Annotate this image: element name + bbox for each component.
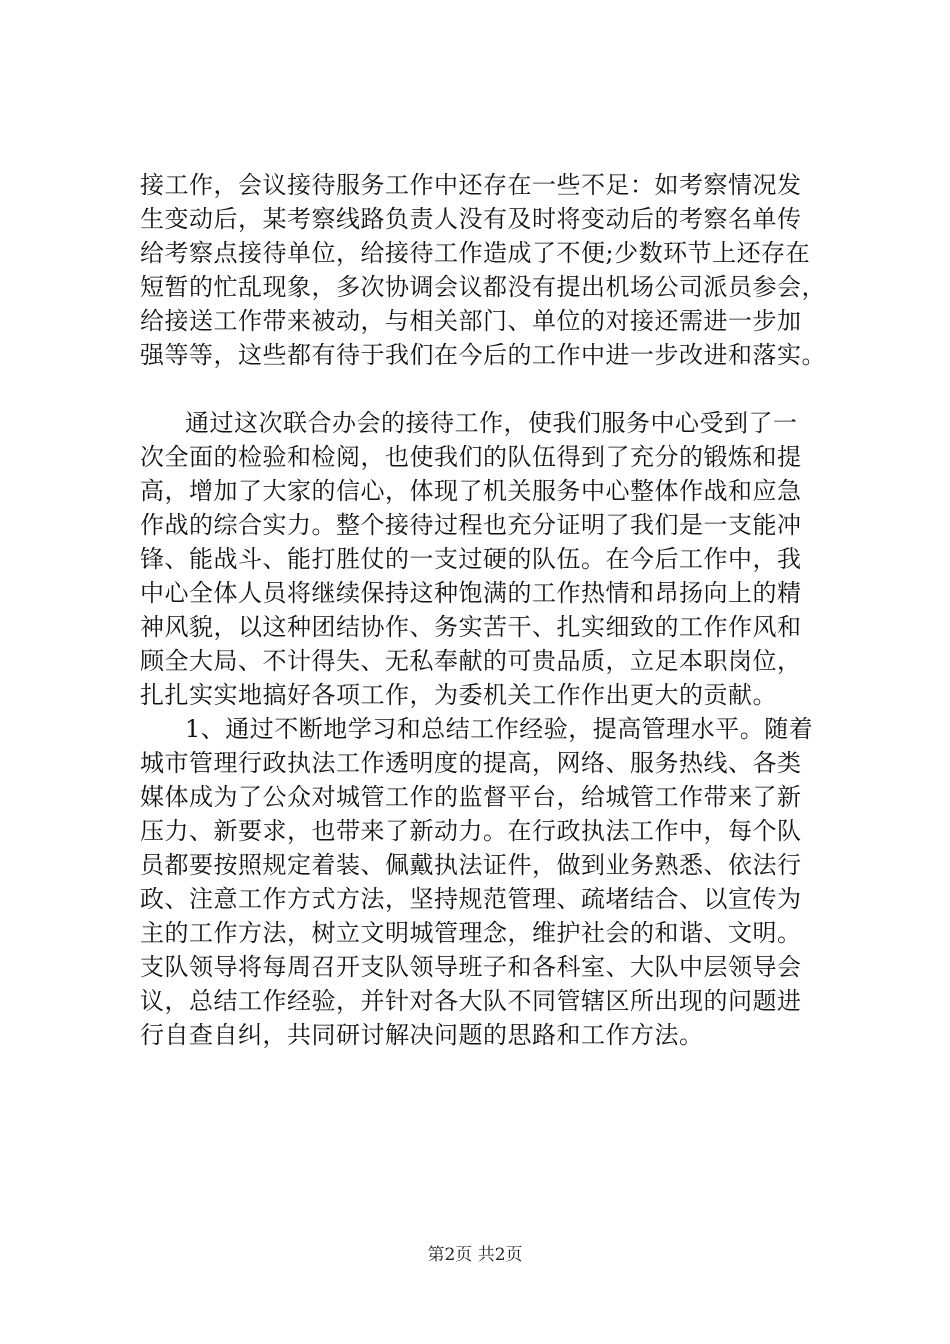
text-line: 支队领导将每周召开支队领导班子和各科室、大队中层领导会 (140, 953, 802, 981)
text-line: 给考察点接待单位，给接待工作造成了不便;少数环节上还存在 (140, 239, 811, 267)
text-line: 顾全大局、不计得失、无私奉献的可贵品质，立足本职岗位， (140, 647, 802, 675)
document-body (140, 168, 860, 1052)
text-line: 员都要按照规定着装、佩戴执法证件，做到业务熟悉、依法行 (140, 851, 802, 879)
text-line: 扎扎实实地搞好各项工作，为委机关工作作出更大的贡献。 (140, 681, 777, 709)
text-line: 议，总结工作经验，并针对各大队不同管辖区所出现的问题进 (140, 987, 802, 1015)
text-line: 次全面的检验和检阅，也使我们的队伍得到了充分的锻炼和提 (140, 443, 802, 471)
paragraph-3 (140, 712, 860, 1052)
text-line: 城市管理行政执法工作透明度的提高，网络、服务热线、各类 (140, 749, 802, 777)
text-line: 1、通过不断地学习和总结工作经验，提高管理水平。随着 (185, 715, 814, 743)
text-line: 生变动后，某考察线路负责人没有及时将变动后的考察名单传 (140, 205, 802, 233)
text-line: 强等等，这些都有待于我们在今后的工作中进一步改进和落实。 (140, 341, 826, 369)
text-line: 作战的综合实力。整个接待过程也充分证明了我们是一支能冲 (140, 511, 802, 539)
text-line: 中心全体人员将继续保持这种饱满的工作热情和昂扬向上的精 (140, 579, 802, 607)
page-footer: 第2页 共2页 (427, 1245, 523, 1265)
text-line: 通过这次联合办会的接待工作，使我们服务中心受到了一 (185, 409, 798, 437)
text-line: 高，增加了大家的信心，体现了机关服务中心整体作战和应急 (140, 477, 802, 505)
text-line: 锋、能战斗、能打胜仗的一支过硬的队伍。在今后工作中，我 (140, 545, 802, 573)
text-line: 媒体成为了公众对城管工作的监督平台，给城管工作带来了新 (140, 783, 802, 811)
text-line: 压力、新要求，也带来了新动力。在行政执法工作中，每个队 (140, 817, 802, 845)
paragraph-1 (140, 168, 860, 372)
text-line: 短暂的忙乱现象，多次协调会议都没有提出机场公司派员参会， (140, 273, 826, 301)
text-line: 政、注意工作方式方法，坚持规范管理、疏堵结合、以宣传为 (140, 885, 802, 913)
paragraph-2 (140, 406, 860, 712)
text-line: 神风貌，以这种团结协作、务实苦干、扎实细致的工作作风和 (140, 613, 802, 641)
text-line: 接工作，会议接待服务工作中还存在一些不足：如考察情况发 (140, 171, 802, 199)
text-line: 给接送工作带来被动，与相关部门、单位的对接还需进一步加 (140, 307, 802, 335)
text-line: 行自查自纠，共同研讨解决问题的思路和工作方法。 (140, 1021, 704, 1049)
text-line: 主的工作方法，树立文明城管理念，维护社会的和谐、文明。 (140, 919, 802, 947)
paragraph-gap (140, 372, 860, 406)
